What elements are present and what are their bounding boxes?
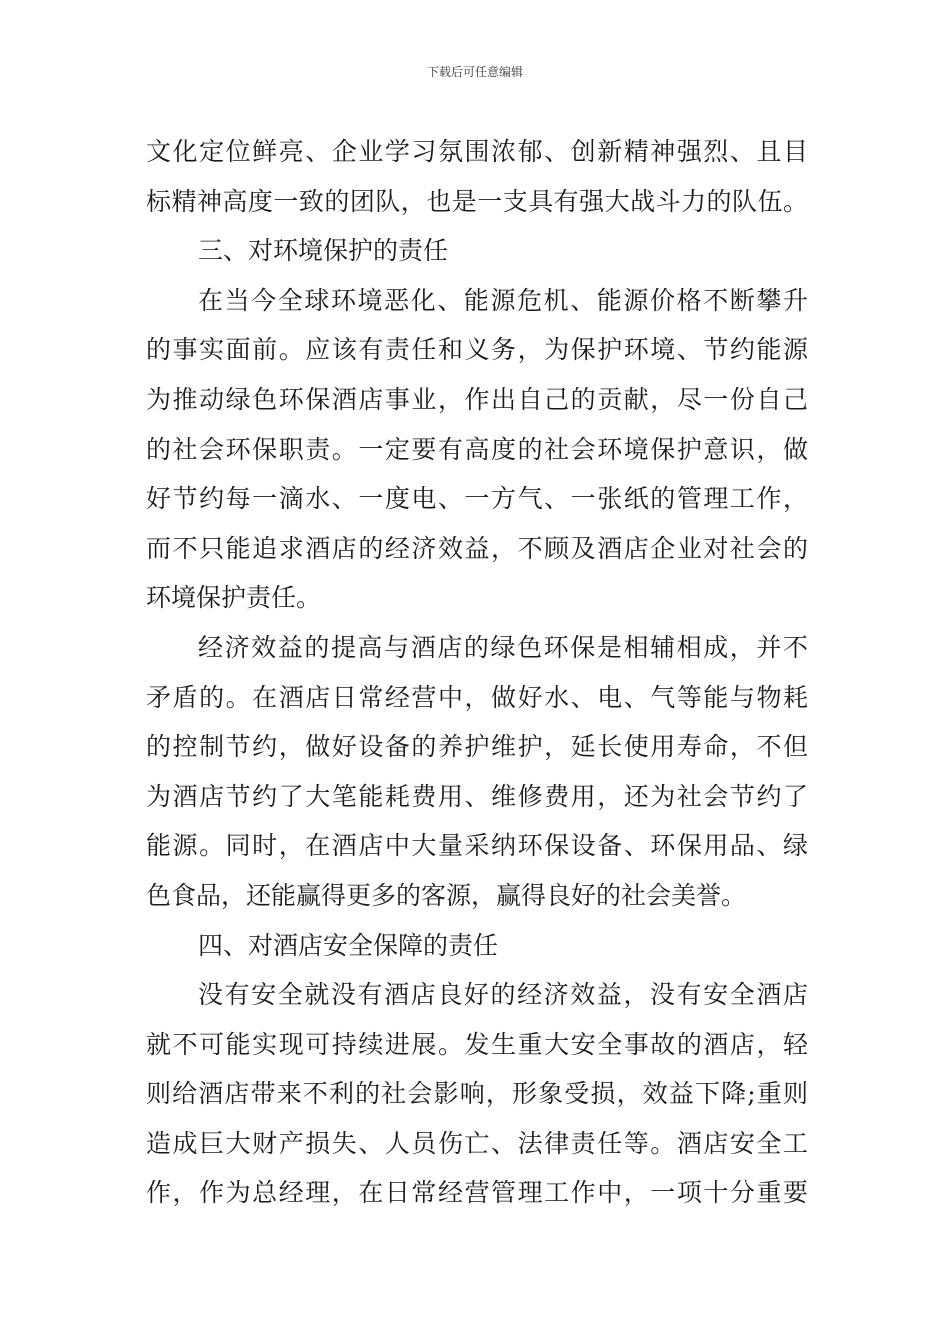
text-line: 的事实面前。应该有责任和义务，为保护环境、节约能源 [146,335,808,365]
text-line: 作，作为总经理，在日常经营管理工作中，一项十分重要 [146,1178,808,1208]
text-line: 而不只能追求酒店的经济效益，不顾及酒店企业对社会的 [146,533,808,563]
text-line: 好节约每一滴水、一度电、一方气、一张纸的管理工作， [146,484,808,514]
text-line: 的控制节约，做好设备的养护维护，延长使用寿命，不但 [146,732,808,762]
page-header: 下载后可任意编辑 [426,65,523,79]
text-line: 三、对环境保护的责任 [198,236,449,266]
text-line: 则给酒店带来不利的社会影响，形象受损，效益下降;重则 [146,1079,808,1109]
text-line: 色食品，还能赢得更多的客源，赢得良好的社会美誉。 [146,880,747,910]
text-line: 经济效益的提高与酒店的绿色环保是相辅相成，并不 [198,632,808,662]
text-line: 就不可能实现可持续进展。发生重大安全事故的酒店，轻 [146,1029,808,1059]
text-line: 环境保护责任。 [146,583,322,613]
text-line: 矛盾的。在酒店日常经营中，做好水、电、气等能与物耗 [146,682,808,712]
text-line: 文化定位鲜亮、企业学习氛围浓郁、创新精神强烈、且目 [146,137,808,166]
text-line: 在当今全球环境恶化、能源危机、能源价格不断攀升 [198,285,808,315]
text-line: 为推动绿色环保酒店事业，作出自己的贡献，尽一份自己 [146,384,808,414]
body-text [146,127,808,1218]
text-line: 能源。同时，在酒店中大量采纳环保设备、环保用品、绿 [146,831,808,861]
text-line: 的社会环保职责。一定要有高度的社会环境保护意识，做 [146,434,808,464]
text-line: 造成巨大财产损失、人员伤亡、法律责任等。酒店安全工 [146,1128,808,1158]
text-line: 为酒店节约了大笔能耗费用、维修费用，还为社会节约了 [146,781,808,811]
text-line: 四、对酒店安全保障的责任 [198,930,499,960]
text-line: 没有安全就没有酒店良好的经济效益，没有安全酒店 [198,980,808,1010]
text-line: 标精神高度一致的团队，也是一支具有强大战斗力的队伍。 [146,186,808,216]
